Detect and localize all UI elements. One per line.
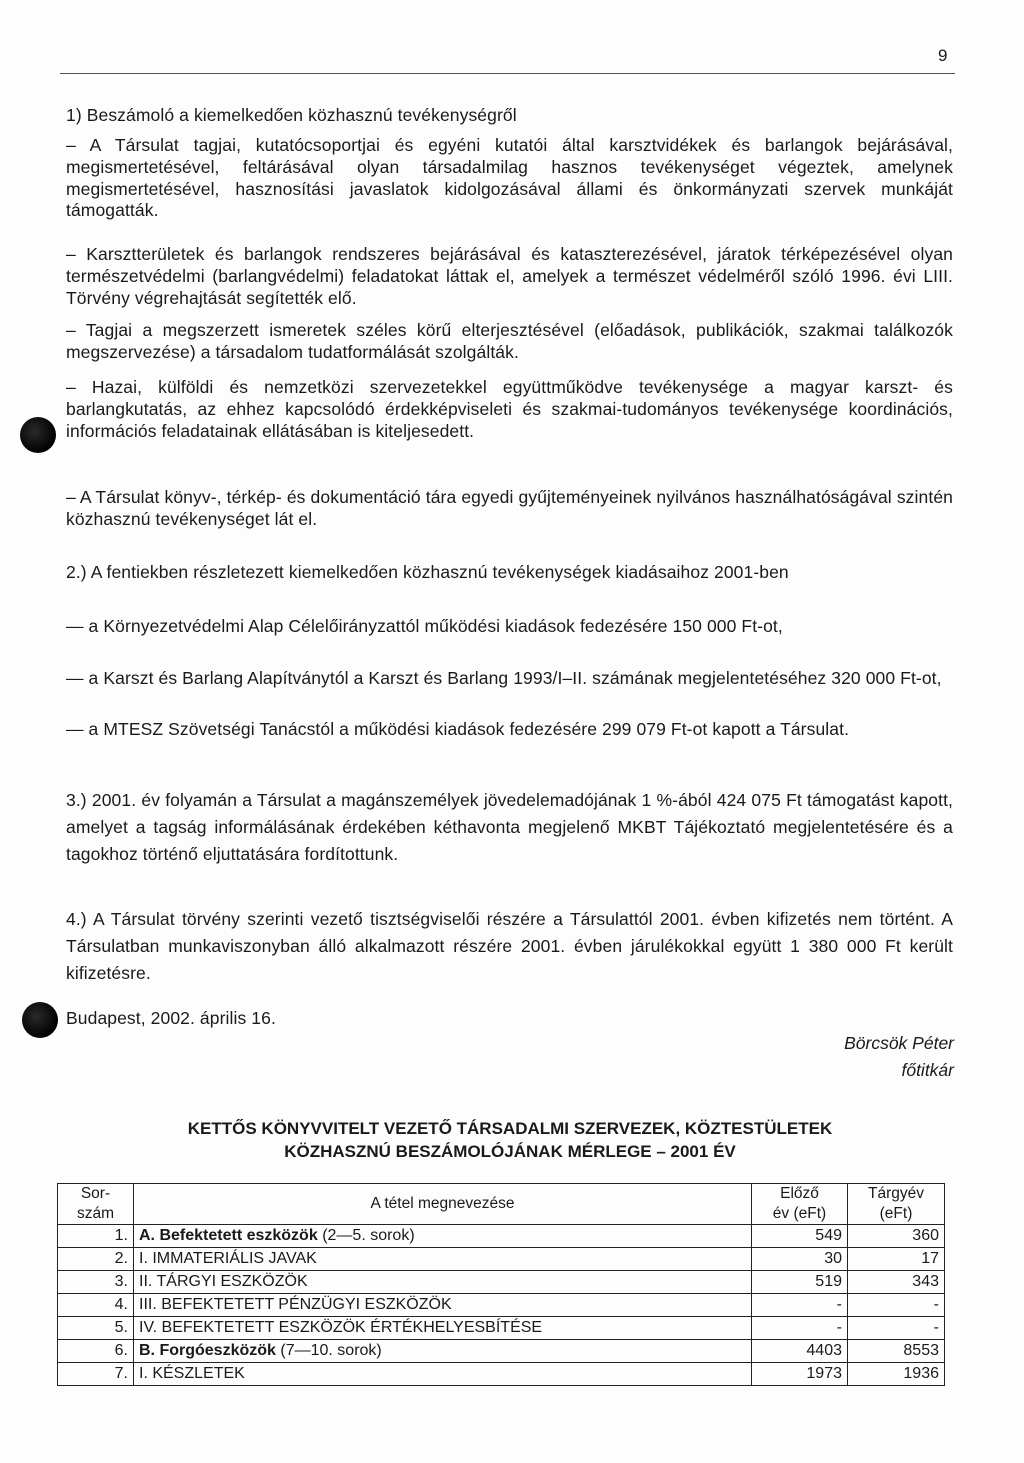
item-name [134, 1294, 752, 1317]
item-label: II. TÁRGYI ESZKÖZÖK [139, 1273, 308, 1290]
previous-year-value: 519 [752, 1271, 848, 1294]
item-label: I. IMMATERIÁLIS JAVAK [139, 1250, 317, 1267]
table-row [58, 1317, 945, 1340]
balance-sheet-title [60, 1117, 960, 1163]
item-note: (2—5. sorok) [322, 1227, 415, 1244]
header-row-number-line-1: Sor- [80, 1185, 111, 1202]
row-number: 3. [58, 1271, 134, 1294]
item-label: I. KÉSZLETEK [139, 1365, 245, 1382]
header-current-year [848, 1184, 945, 1225]
header-row-number [58, 1184, 134, 1225]
current-year-value: 8553 [848, 1340, 945, 1363]
signature-block [844, 1030, 954, 1084]
row-number: 7. [58, 1363, 134, 1386]
paragraph-expenses-item-1: — a Környezetvédelmi Alap Célelőirányzattól működési kiadások fedezésére 150 000 Ft-ot, [66, 616, 783, 636]
place-date: Budapest, 2002. április 16. [66, 1008, 276, 1028]
current-year-value: 1936 [848, 1363, 945, 1386]
current-year-value: - [848, 1294, 945, 1317]
paragraph-expenses-item-2: — a Karszt és Barlang Alapítványtól a Karszt és Barlang 1993/I–II. számának megjelentetéséhez 320 000 Ft-ot, [66, 668, 942, 688]
table-row [58, 1271, 945, 1294]
current-year-value: 343 [848, 1271, 945, 1294]
item-name [134, 1317, 752, 1340]
header-previous-year-line-1: Előző [780, 1185, 819, 1202]
row-number: 6. [58, 1340, 134, 1363]
row-number: 2. [58, 1248, 134, 1271]
previous-year-value: 1973 [752, 1363, 848, 1386]
table-header-row [58, 1184, 945, 1225]
table-row [58, 1248, 945, 1271]
header-row-number-line-2: szám [76, 1205, 115, 1222]
current-year-value: 17 [848, 1248, 945, 1271]
paragraph-activity-2: – Karsztterületek és barlangok rendszeres bejárásával és kataszterezésével, járatok térképezésével olyan természetvédelmi (barlangvédelmi) feladatokat láttak el, amelyek a természet védelméről szóló 1996. évi LIII. Törvény végrehajtását segítették elő. [66, 244, 953, 308]
header-current-year-line-2: (eFt) [879, 1205, 913, 1222]
item-name [134, 1248, 752, 1271]
paragraph-activity-3: – Tagjai a megszerzett ismeretek széles körű elterjesztésével (előadások, publikációk, szakmai találkozók megszervezése) a társadalom tudatformálását szolgálták. [66, 320, 953, 362]
current-year-value: - [848, 1317, 945, 1340]
punch-hole-top [20, 417, 56, 453]
item-label: Befektetett eszközök [159, 1227, 318, 1244]
item-code: B. [139, 1342, 155, 1359]
table-row [58, 1294, 945, 1317]
table-row [58, 1340, 945, 1363]
paragraph-expenses-intro: 2.) A fentiekben részletezett kiemelkedően közhasznú tevékenységek kiadásaihoz 2001-ben [66, 562, 789, 582]
balance-sheet-table [57, 1183, 945, 1386]
header-previous-year [752, 1184, 848, 1225]
paragraph-expenses-item-3: — a MTESZ Szövetségi Tanácstól a működési kiadások fedezésére 299 079 Ft-ot kapott a Társulat. [66, 719, 850, 739]
balance-sheet-title-line-2: KÖZHASZNÚ BESZÁMOLÓJÁNAK MÉRLEGE – 2001 ÉV [284, 1142, 736, 1161]
previous-year-value: 4403 [752, 1340, 848, 1363]
current-year-value: 360 [848, 1225, 945, 1248]
table-row [58, 1363, 945, 1386]
item-name [134, 1271, 752, 1294]
item-label: Forgóeszközök [159, 1342, 276, 1359]
balance-sheet-title-line-1: KETTŐS KÖNYVVITELT VEZETŐ TÁRSADALMI SZERVEZEK, KÖZTESTÜLETEK [187, 1119, 833, 1138]
paragraph-personal-income-tax: 3.) 2001. év folyamán a Társulat a magánszemélyek jövedelemadójának 1 %-ából 424 075 Ft támogatást kapott, amelyet a tagság informálásának érdekében kéthavonta megjelenő MKBT Tájékoztató megjelentetésére és a tagokhoz történő eljuttatására fordítottunk. [66, 790, 953, 864]
item-code: A. [139, 1227, 155, 1244]
punch-hole-bottom [22, 1002, 58, 1038]
top-rule [60, 73, 955, 74]
item-name [134, 1225, 752, 1248]
previous-year-value: 30 [752, 1248, 848, 1271]
paragraph-remuneration: 4.) A Társulat törvény szerinti vezető tisztségviselői részére a Társulattól 2001. évben kifizetés nem történt. A Társulatban munkaviszonyban álló alkalmazott részére 2001. évben járulékokkal együtt 1 380 000 Ft került kifizetésre. [66, 909, 953, 983]
row-number: 4. [58, 1294, 134, 1317]
table-row [58, 1225, 945, 1248]
previous-year-value: 549 [752, 1225, 848, 1248]
header-previous-year-line-2: év (eFt) [772, 1205, 827, 1222]
row-number: 1. [58, 1225, 134, 1248]
previous-year-value: - [752, 1317, 848, 1340]
item-name [134, 1340, 752, 1363]
header-current-year-line-1: Tárgyév [868, 1185, 924, 1202]
paragraph-activity-5: – A Társulat könyv-, térkép- és dokumentáció tára egyedi gyűjteményeinek nyilvános használhatóságával szintén közhasznú tevékenységet lát el. [66, 487, 953, 529]
item-label: IV. BEFEKTETETT ESZKÖZÖK ÉRTÉKHELYESBÍTÉSE [139, 1319, 543, 1336]
report-heading: 1) Beszámoló a kiemelkedően közhasznú tevékenységről [66, 105, 517, 125]
signature-name: Börcsök Péter [844, 1033, 954, 1053]
item-name [134, 1363, 752, 1386]
page-number: 9 [938, 46, 948, 65]
item-note: (7—10. sorok) [280, 1342, 382, 1359]
item-label: III. BEFEKTETETT PÉNZÜGYI ESZKÖZÖK [139, 1296, 452, 1313]
previous-year-value: - [752, 1294, 848, 1317]
paragraph-activity-1: – A Társulat tagjai, kutatócsoportjai és egyéni kutatói által karsztvidékek és barlangok bejárásával, megismertetésével, feltárásával olyan társadalmilag hasznos tevékenységet végeztek, amelynek megismertetésével, hasznosítási javaslatok kidolgozásával állami és önkormányzati szervek munkáját támogatták. [66, 135, 953, 221]
header-item-name: A tétel megnevezése [134, 1184, 752, 1225]
paragraph-activity-4: – Hazai, külföldi és nemzetközi szervezetekkel együttműködve tevékenysége a magyar karszt- és barlangkutatás, az ehhez kapcsolódó érdekképviseleti és szakmai-tudományos tevékenysége koordinációs, információs feladatainak ellátásában is kiteljesedett. [66, 377, 953, 441]
signature-role: főtitkár [901, 1060, 954, 1080]
row-number: 5. [58, 1317, 134, 1340]
